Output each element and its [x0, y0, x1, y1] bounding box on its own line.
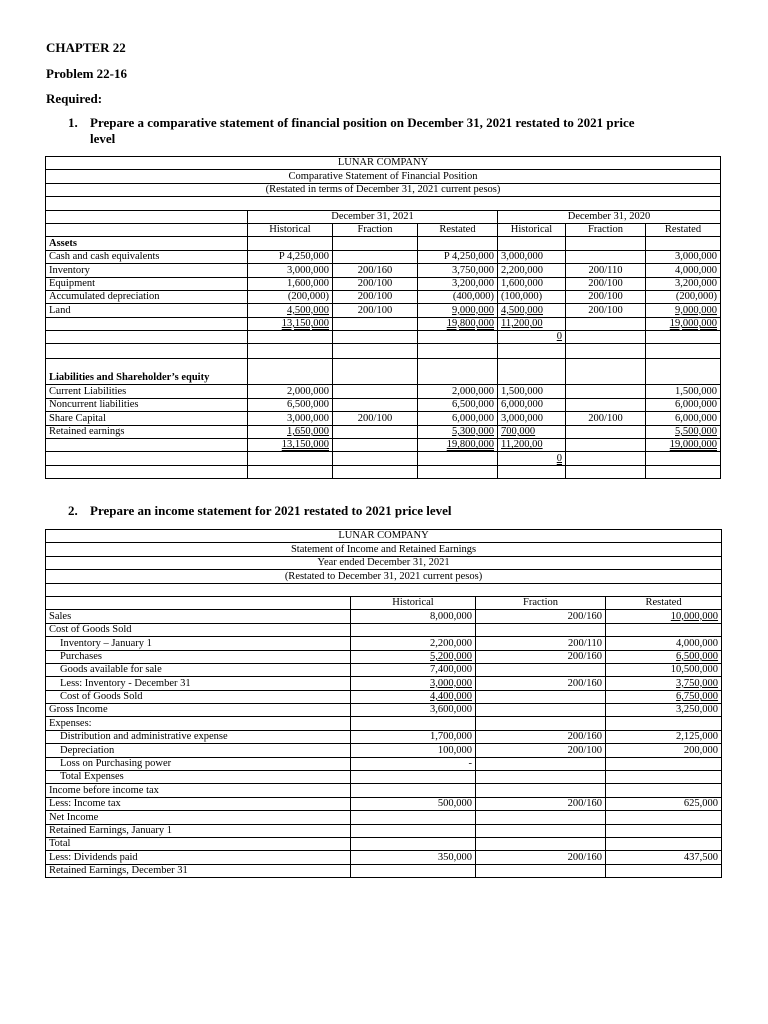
bs-blank-cell — [46, 223, 248, 236]
is-col-restated: Restated — [606, 596, 722, 609]
asset-row-label: Land — [46, 304, 248, 317]
is-company: LUNAR COMPANY — [46, 530, 722, 543]
liability-row-restated-2020: 5,500,000 — [646, 425, 721, 438]
is-row-restated — [606, 784, 722, 797]
liability-row-fraction-2021 — [333, 398, 418, 411]
liability-row-fraction-2021 — [333, 385, 418, 398]
liability-row-fraction-2020 — [566, 385, 646, 398]
is-row-restated: 200,000 — [606, 744, 722, 757]
requirement-1 — [68, 115, 728, 149]
is-row-historical — [351, 811, 476, 824]
assets-heading: Assets — [46, 237, 248, 250]
assets-total-historical-2021 — [248, 317, 333, 330]
liability-row-restated-2020: 6,000,000 — [646, 412, 721, 425]
is-row-label: Less: Dividends paid — [46, 851, 351, 864]
asset-row-restated-2021: 3,200,000 — [418, 277, 498, 290]
is-row-fraction: 200/110 — [476, 637, 606, 650]
is-row-restated — [606, 824, 722, 837]
requirement-2-number: 2. — [68, 503, 78, 518]
is-row-fraction — [476, 663, 606, 676]
asset-row-restated-2021: (400,000) — [418, 290, 498, 303]
liabilities-total-historical-2020-wrap — [498, 452, 566, 465]
asset-row-fraction-2020 — [566, 250, 646, 263]
is-row-historical — [351, 623, 476, 636]
bs-blank-cell — [333, 317, 418, 330]
liability-row-historical-2021: 6,500,000 — [248, 398, 333, 411]
requirement-1-text — [90, 115, 635, 147]
is-row-restated: 4,000,000 — [606, 637, 722, 650]
asset-row-historical-2020: 3,000,000 — [498, 250, 566, 263]
liability-row-label: Current Liabilities — [46, 385, 248, 398]
liability-row-restated-2021: 2,000,000 — [418, 385, 498, 398]
is-row-restated — [606, 757, 722, 770]
is-row-label: Total Expenses — [46, 771, 351, 784]
bs-blank-cell — [566, 452, 646, 465]
is-row-fraction — [476, 864, 606, 877]
liability-row-historical-2021: 3,000,000 — [248, 412, 333, 425]
liability-row-fraction-2021: 200/100 — [333, 412, 418, 425]
liabilities-total-value: 0 — [556, 452, 562, 464]
asset-row-fraction-2020: 200/100 — [566, 304, 646, 317]
bs-blank-cell — [333, 359, 418, 385]
bs-date-2020: December 31, 2020 — [498, 210, 721, 223]
bs-blank-cell — [418, 237, 498, 250]
is-row-fraction: 200/160 — [476, 650, 606, 663]
is-row-fraction: 200/160 — [476, 730, 606, 743]
asset-row-label: Accumulated depreciation — [46, 290, 248, 303]
bs-blank-cell — [418, 344, 498, 359]
bs-col-historical-2020: Historical — [498, 223, 566, 236]
bs-blank-cell — [498, 237, 566, 250]
liabilities-total-value: 19,000,000 — [669, 439, 717, 451]
is-col-fraction: Fraction — [476, 596, 606, 609]
assets-total-restated-2020 — [646, 317, 721, 330]
assets-total-historical-2020 — [498, 317, 566, 330]
is-row-restated — [606, 837, 722, 850]
is-row-historical: 3,000,000 — [351, 677, 476, 690]
is-row-label: Cost of Goods Sold — [46, 690, 351, 703]
is-row-label: Less: Income tax — [46, 797, 351, 810]
liability-row-restated-2021: 6,500,000 — [418, 398, 498, 411]
bs-blank-cell — [566, 465, 646, 478]
bs-blank-cell — [646, 331, 721, 344]
bs-col-fraction-2020: Fraction — [566, 223, 646, 236]
is-row-restated — [606, 717, 722, 730]
bs-blank-cell — [566, 359, 646, 385]
asset-row-historical-2021: (200,000) — [248, 290, 333, 303]
asset-row-restated-2020: 9,000,000 — [646, 304, 721, 317]
is-row-label: Distribution and administrative expense — [46, 730, 351, 743]
assets-total-value: 19,000,000 — [669, 318, 717, 330]
is-row-label: Retained Earnings, January 1 — [46, 824, 351, 837]
liabilities-total-historical-2021 — [248, 439, 333, 452]
is-row-historical — [351, 864, 476, 877]
is-row-fraction — [476, 811, 606, 824]
bs-blank-cell — [566, 439, 646, 452]
liability-row-restated-2020: 1,500,000 — [646, 385, 721, 398]
asset-row-fraction-2021 — [333, 250, 418, 263]
is-row-label: Cost of Goods Sold — [46, 623, 351, 636]
is-row-label: Retained Earnings, December 31 — [46, 864, 351, 877]
requirement-1-number: 1. — [68, 115, 78, 130]
bs-blank-cell — [646, 359, 721, 385]
requirement-1-line2: level — [90, 131, 116, 146]
liability-row-fraction-2020 — [566, 398, 646, 411]
asset-row-label: Equipment — [46, 277, 248, 290]
is-row-label: Goods available for sale — [46, 663, 351, 676]
bs-col-fraction-2021: Fraction — [333, 223, 418, 236]
is-row-restated: 6,500,000 — [606, 650, 722, 663]
bs-blank-cell — [333, 439, 418, 452]
bs-date-2021: December 31, 2021 — [248, 210, 498, 223]
is-row-restated — [606, 771, 722, 784]
bs-blank-cell — [646, 465, 721, 478]
bs-blank-cell — [46, 439, 248, 452]
bs-col-historical-2021: Historical — [248, 223, 333, 236]
is-period: Year ended December 31, 2021 — [46, 556, 722, 569]
is-row-label: Net Income — [46, 811, 351, 824]
is-row-fraction — [476, 704, 606, 717]
asset-row-restated-2020: 3,000,000 — [646, 250, 721, 263]
is-title: Statement of Income and Retained Earnings — [46, 543, 722, 556]
bs-col-restated-2020: Restated — [646, 223, 721, 236]
liability-row-historical-2020: 6,000,000 — [498, 398, 566, 411]
liabilities-total-restated-2021 — [418, 439, 498, 452]
asset-row-fraction-2020: 200/100 — [566, 290, 646, 303]
required-heading: Required: — [46, 91, 103, 106]
liabilities-total-value: 19,800,000 — [446, 439, 494, 451]
financial-position-table — [45, 156, 721, 479]
asset-row-restated-2020: 3,200,000 — [646, 277, 721, 290]
is-row-restated: 2,125,000 — [606, 730, 722, 743]
bs-blank-cell — [498, 344, 566, 359]
liability-row-label: Retained earnings — [46, 425, 248, 438]
bs-blank-cell — [333, 237, 418, 250]
is-row-label: Expenses: — [46, 717, 351, 730]
is-blank-row — [46, 583, 722, 596]
is-row-label: Income before income tax — [46, 784, 351, 797]
is-row-label: Total — [46, 837, 351, 850]
is-row-label: Purchases — [46, 650, 351, 663]
asset-row-label: Inventory — [46, 264, 248, 277]
liability-row-restated-2021: 6,000,000 — [418, 412, 498, 425]
bs-blank-cell — [46, 317, 248, 330]
bs-blank-cell — [566, 344, 646, 359]
is-row-historical — [351, 784, 476, 797]
bs-blank-cell — [418, 359, 498, 385]
assets-total-value: 13,150,000 — [281, 318, 329, 330]
liabilities-total-value: 13,150,000 — [281, 439, 329, 451]
liability-row-label: Noncurrent liabilities — [46, 398, 248, 411]
bs-blank-cell — [46, 210, 248, 223]
bs-title: Comparative Statement of Financial Position — [46, 170, 721, 183]
is-row-label: Less: Inventory - December 31 — [46, 677, 351, 690]
is-row-fraction: 200/160 — [476, 677, 606, 690]
is-row-fraction: 200/160 — [476, 851, 606, 864]
bs-blank-cell — [566, 317, 646, 330]
is-row-fraction: 200/160 — [476, 797, 606, 810]
bs-blank-cell — [333, 465, 418, 478]
bs-blank-cell — [646, 344, 721, 359]
is-row-fraction — [476, 717, 606, 730]
liabilities-total-value: 11,200,00 — [501, 439, 543, 451]
is-row-historical — [351, 824, 476, 837]
is-row-historical: 8,000,000 — [351, 610, 476, 623]
bs-company: LUNAR COMPANY — [46, 157, 721, 170]
is-row-historical — [351, 771, 476, 784]
liabilities-total-historical-2020 — [498, 439, 566, 452]
bs-blank-cell — [46, 465, 248, 478]
liability-row-fraction-2020: 200/100 — [566, 412, 646, 425]
liability-row-historical-2021: 1,650,000 — [248, 425, 333, 438]
asset-row-restated-2021: 9,000,000 — [418, 304, 498, 317]
is-subtitle: (Restated to December 31, 2021 current pesos) — [46, 570, 722, 583]
is-row-historical: 500,000 — [351, 797, 476, 810]
asset-row-fraction-2021: 200/100 — [333, 304, 418, 317]
liability-row-fraction-2020 — [566, 425, 646, 438]
bs-blank-cell — [418, 452, 498, 465]
is-row-historical — [351, 837, 476, 850]
liability-row-historical-2020: 3,000,000 — [498, 412, 566, 425]
liability-row-restated-2021: 5,300,000 — [418, 425, 498, 438]
is-row-historical: 4,400,000 — [351, 690, 476, 703]
is-row-fraction — [476, 623, 606, 636]
liability-row-restated-2020: 6,000,000 — [646, 398, 721, 411]
is-row-fraction — [476, 690, 606, 703]
is-row-fraction: 200/100 — [476, 744, 606, 757]
is-row-label: Gross Income — [46, 704, 351, 717]
liability-row-historical-2021: 2,000,000 — [248, 385, 333, 398]
asset-row-fraction-2021: 200/100 — [333, 290, 418, 303]
liability-row-historical-2020: 1,500,000 — [498, 385, 566, 398]
assets-total-restated-2021 — [418, 317, 498, 330]
is-row-fraction — [476, 784, 606, 797]
is-row-label: Depreciation — [46, 744, 351, 757]
is-row-restated: 3,750,000 — [606, 677, 722, 690]
requirement-1-line1: Prepare a comparative statement of financial position on December 31, 2021 restated to 2021 price — [90, 115, 635, 130]
is-row-fraction — [476, 757, 606, 770]
asset-row-historical-2021: 1,600,000 — [248, 277, 333, 290]
bs-blank-cell — [333, 452, 418, 465]
is-row-fraction — [476, 837, 606, 850]
is-blank-cell — [46, 596, 351, 609]
bs-blank-cell — [248, 465, 333, 478]
is-row-historical — [351, 717, 476, 730]
asset-row-fraction-2021: 200/100 — [333, 277, 418, 290]
bs-blank-cell — [646, 452, 721, 465]
is-row-restated: 437,500 — [606, 851, 722, 864]
assets-total-value: 0 — [556, 331, 562, 343]
is-row-historical: - — [351, 757, 476, 770]
is-row-restated: 3,250,000 — [606, 704, 722, 717]
is-row-fraction: 200/160 — [476, 610, 606, 623]
requirement-2-text: Prepare an income statement for 2021 restated to 2021 price level — [90, 503, 452, 518]
bs-blank-cell — [46, 344, 248, 359]
is-col-historical: Historical — [351, 596, 476, 609]
is-row-restated — [606, 864, 722, 877]
bs-blank-cell — [566, 331, 646, 344]
asset-row-historical-2020: 2,200,000 — [498, 264, 566, 277]
bs-blank-cell — [46, 331, 248, 344]
asset-row-restated-2021: 3,750,000 — [418, 264, 498, 277]
asset-row-fraction-2020: 200/100 — [566, 277, 646, 290]
bs-blank-cell — [248, 359, 333, 385]
bs-blank-cell — [333, 344, 418, 359]
asset-row-label: Cash and cash equivalents — [46, 250, 248, 263]
bs-col-restated-2021: Restated — [418, 223, 498, 236]
chapter-heading: CHAPTER 22 — [46, 40, 126, 55]
is-row-restated: 6,750,000 — [606, 690, 722, 703]
asset-row-fraction-2020: 200/110 — [566, 264, 646, 277]
bs-blank-cell — [498, 465, 566, 478]
is-row-fraction — [476, 824, 606, 837]
asset-row-historical-2020: 1,600,000 — [498, 277, 566, 290]
bs-blank-cell — [418, 465, 498, 478]
is-row-restated: 10,500,000 — [606, 663, 722, 676]
asset-row-historical-2021: P 4,250,000 — [248, 250, 333, 263]
bs-subtitle: (Restated in terms of December 31, 2021 current pesos) — [46, 183, 721, 196]
asset-row-fraction-2021: 200/160 — [333, 264, 418, 277]
bs-blank-cell — [248, 331, 333, 344]
requirement-2 — [68, 503, 728, 521]
asset-row-historical-2021: 3,000,000 — [248, 264, 333, 277]
bs-blank-cell — [46, 452, 248, 465]
liability-row-historical-2020: 700,000 — [498, 425, 566, 438]
is-row-historical: 3,600,000 — [351, 704, 476, 717]
income-statement-table — [45, 529, 722, 878]
is-row-label: Sales — [46, 610, 351, 623]
bs-blank-cell — [646, 237, 721, 250]
is-row-historical: 1,700,000 — [351, 730, 476, 743]
asset-row-restated-2021: P 4,250,000 — [418, 250, 498, 263]
is-row-historical: 7,400,000 — [351, 663, 476, 676]
bs-blank-cell — [498, 359, 566, 385]
asset-row-historical-2020: 4,500,000 — [498, 304, 566, 317]
asset-row-historical-2020: (100,000) — [498, 290, 566, 303]
assets-total-value: 19,800,000 — [446, 318, 494, 330]
is-row-historical: 5,200,000 — [351, 650, 476, 663]
liability-row-label: Share Capital — [46, 412, 248, 425]
bs-blank-cell — [566, 237, 646, 250]
is-row-fraction — [476, 771, 606, 784]
liabilities-total-restated-2020 — [646, 439, 721, 452]
is-row-restated — [606, 811, 722, 824]
is-row-restated: 10,000,000 — [606, 610, 722, 623]
assets-total-value: 11,200,00 — [501, 318, 543, 330]
is-row-restated: 625,000 — [606, 797, 722, 810]
bs-blank-cell — [248, 452, 333, 465]
is-row-label: Inventory – January 1 — [46, 637, 351, 650]
bs-blank-cell — [333, 331, 418, 344]
bs-blank-cell — [248, 237, 333, 250]
is-row-historical: 2,200,000 — [351, 637, 476, 650]
is-row-historical: 100,000 — [351, 744, 476, 757]
asset-row-restated-2020: 4,000,000 — [646, 264, 721, 277]
bs-blank-cell — [418, 331, 498, 344]
liabilities-heading: Liabilities and Shareholder’s equity — [46, 359, 248, 385]
asset-row-restated-2020: (200,000) — [646, 290, 721, 303]
is-row-restated — [606, 623, 722, 636]
bs-blank-row — [46, 197, 721, 210]
problem-heading: Problem 22-16 — [46, 66, 127, 81]
bs-blank-cell — [248, 344, 333, 359]
asset-row-historical-2021: 4,500,000 — [248, 304, 333, 317]
assets-total-historical-2020-wrap — [498, 331, 566, 344]
is-row-label: Loss on Purchasing power — [46, 757, 351, 770]
liability-row-fraction-2021 — [333, 425, 418, 438]
is-row-historical: 350,000 — [351, 851, 476, 864]
